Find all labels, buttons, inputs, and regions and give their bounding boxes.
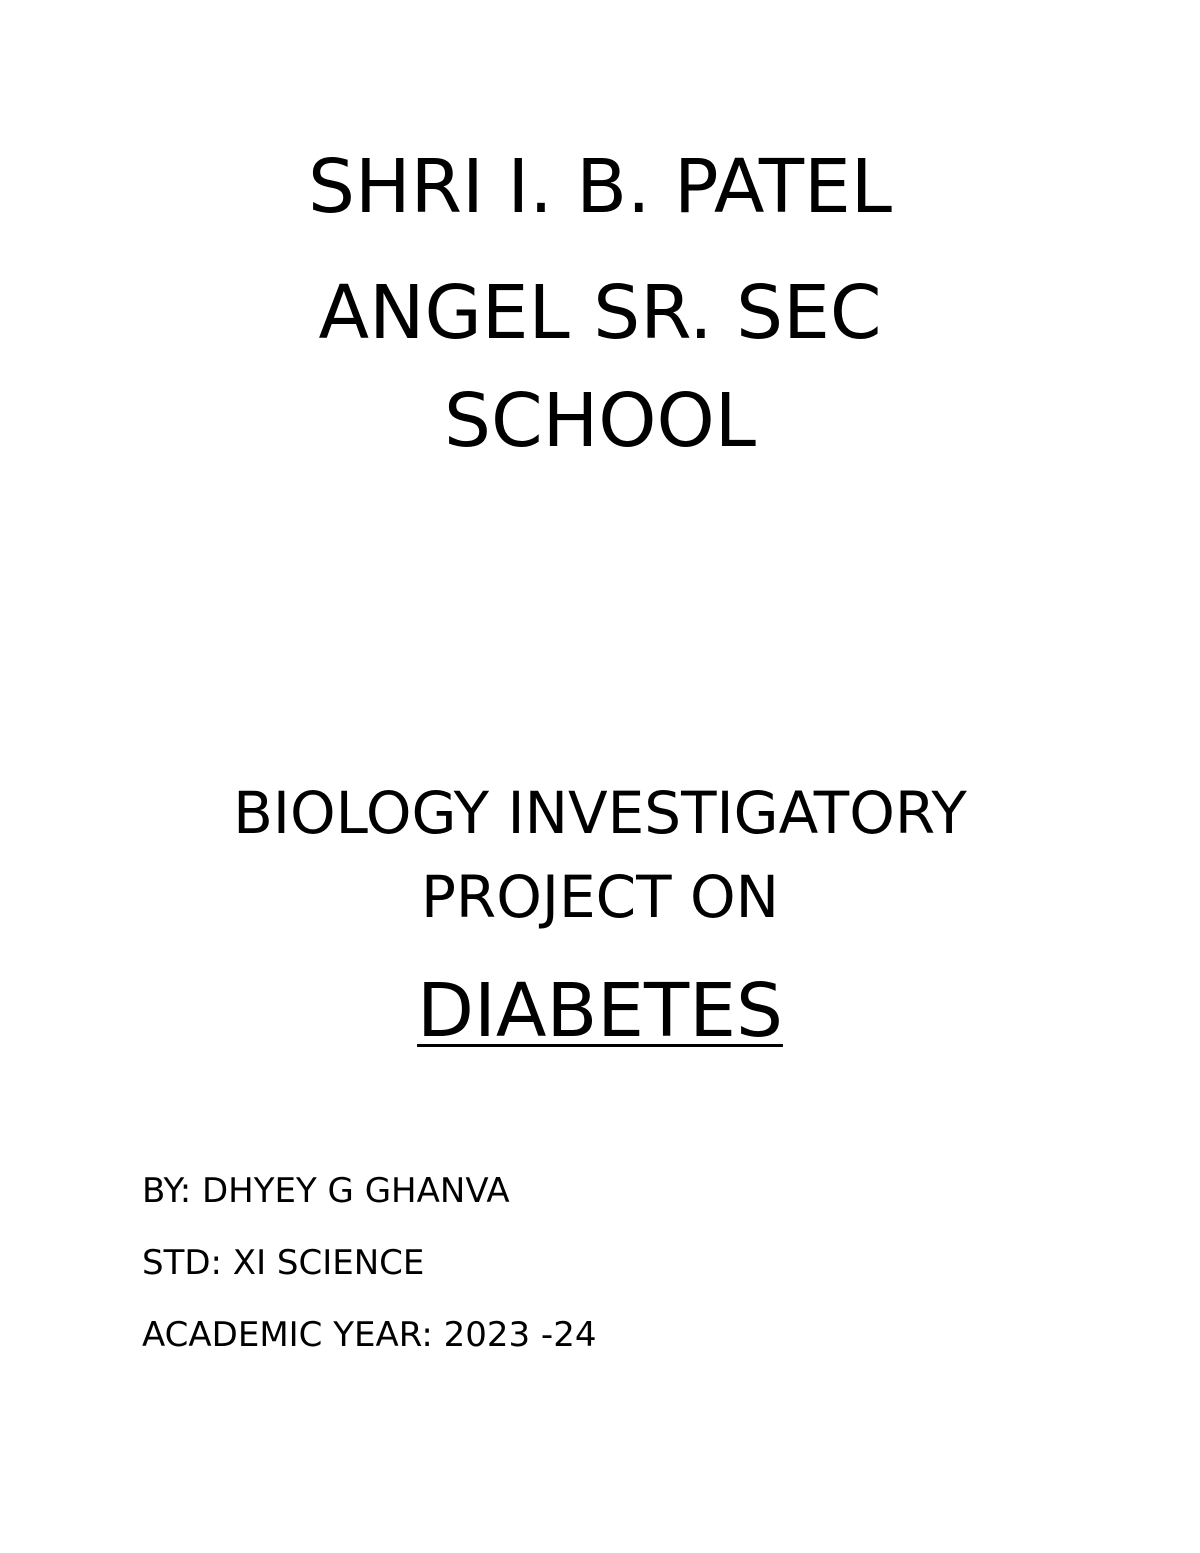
school-name-line-1: SHRI I. B. PATEL [307,144,892,230]
school-name-line-3: SCHOOL [443,378,756,464]
project-topic [0,968,1200,1054]
standard-line: STD: XI SCIENCE [142,1243,425,1283]
project-heading-line-1: BIOLOGY INVESTIGATORY [233,779,967,847]
project-topic-text: DIABETES [417,968,783,1054]
author-line: BY: DHYEY G GHANVA [142,1171,510,1211]
school-name-line-2: ANGEL SR. SEC [318,270,882,356]
project-heading-line-2: PROJECT ON [420,863,780,931]
academic-year-line: ACADEMIC YEAR: 2023 -24 [142,1315,597,1355]
